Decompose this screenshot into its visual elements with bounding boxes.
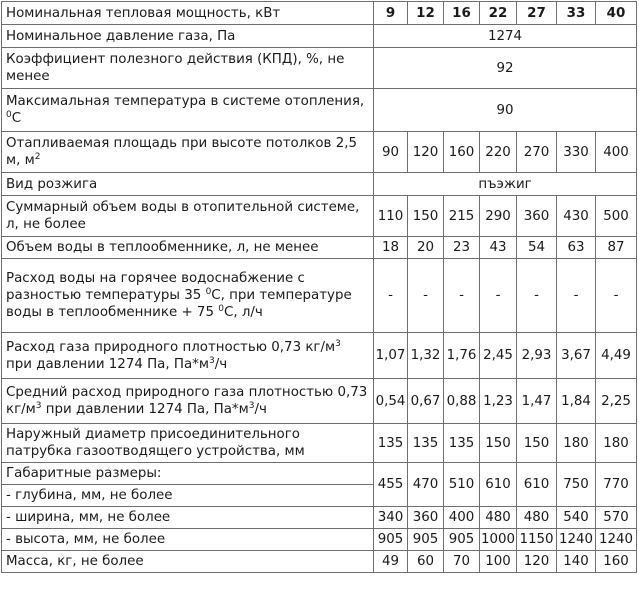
power-33-header: 33	[557, 2, 596, 25]
heated-area-row	[2, 132, 637, 173]
flue-diameter-row	[2, 424, 637, 463]
avg-gas-flow-label-a: Средний расход природного газа плотностью 0,73 кг/м	[6, 385, 368, 417]
efficiency-label: Коэффициент полезного действия (КПД), %, не менее	[2, 48, 374, 89]
depth-cell: 510	[444, 463, 480, 507]
power-12-header: 12	[408, 2, 444, 25]
width-cell: 480	[517, 507, 557, 529]
hot-water-flow-cell: -	[480, 259, 517, 333]
flue-diameter-cell: 150	[480, 424, 517, 463]
height-cell: 1150	[517, 529, 557, 551]
max-temperature-label-main: Максимальная температура в системе отопления,	[6, 94, 365, 109]
gas-flow-natural-sup-b: 3	[208, 355, 215, 366]
flue-diameter-cell: 135	[408, 424, 444, 463]
avg-gas-flow-cell: 0,67	[408, 379, 444, 424]
width-cell: 570	[596, 507, 637, 529]
hot-water-flow-cell: -	[444, 259, 480, 333]
gas-flow-natural-label-c: /ч	[214, 356, 228, 372]
hot-water-flow-row	[2, 259, 637, 333]
max-temperature-label-unit: С	[11, 111, 22, 126]
power-9-header: 9	[374, 2, 408, 25]
gas-flow-natural-cell: 1,32	[408, 333, 444, 379]
flue-diameter-cell: 135	[374, 424, 408, 463]
depth-cell: 470	[408, 463, 444, 507]
mass-row	[2, 551, 637, 573]
avg-gas-flow-cell: 1,84	[557, 379, 596, 424]
width-cell: 540	[557, 507, 596, 529]
max-temperature-label-sup: 0	[6, 110, 12, 120]
water-volume-exchanger-cell: 18	[374, 237, 408, 259]
water-volume-exchanger-cell: 43	[480, 237, 517, 259]
flue-diameter-label: Наружный диаметр присоединительного патрубка газоотводящего устройства, мм	[2, 424, 374, 463]
heated-area-cell: 90	[374, 132, 408, 173]
water-volume-system-row	[2, 196, 637, 237]
heated-area-cell: 120	[408, 132, 444, 173]
water-volume-system-cell: 500	[596, 196, 637, 237]
depth-cell: 610	[480, 463, 517, 507]
max-temperature-value: 90	[374, 89, 637, 132]
water-volume-exchanger-cell: 23	[444, 237, 480, 259]
avg-gas-flow-cell: 0,88	[444, 379, 480, 424]
water-volume-system-label: Суммарный объем воды в отопительной системе, л, не более	[2, 196, 374, 237]
gas-flow-natural-cell: 4,49	[596, 333, 637, 379]
avg-gas-flow-row	[2, 379, 637, 424]
mass-cell: 49	[374, 551, 408, 573]
mass-label: Масса, кг, не более	[2, 551, 374, 573]
hot-water-flow-cell: -	[517, 259, 557, 333]
hot-water-flow-sup-a: 0	[205, 287, 212, 297]
gas-flow-natural-row	[2, 333, 637, 379]
gas-flow-natural-cell: 3,67	[557, 333, 596, 379]
flue-diameter-cell: 180	[596, 424, 637, 463]
height-cell: 1000	[480, 529, 517, 551]
gas-flow-natural-cell: 1,07	[374, 333, 408, 379]
avg-gas-flow-cell: 0,54	[374, 379, 408, 424]
heated-area-cell: 330	[557, 132, 596, 173]
avg-gas-flow-cell: 1,23	[480, 379, 517, 424]
water-volume-system-cell: 150	[408, 196, 444, 237]
heated-area-cell: 160	[444, 132, 480, 173]
hot-water-flow-label-a: Расход воды на горячее водоснабжение с разностью температуры 35	[6, 271, 305, 303]
water-volume-exchanger-row	[2, 237, 637, 259]
flue-diameter-cell: 180	[557, 424, 596, 463]
gas-pressure-value: 1274	[374, 25, 637, 48]
width-cell: 480	[480, 507, 517, 529]
water-volume-system-cell: 110	[374, 196, 408, 237]
heated-area-label-main: Отапливаемая площадь при высоте потолков 2,5 м, м	[6, 136, 358, 168]
dimensions-title-row	[2, 463, 637, 485]
header-label: Номинальная тепловая мощность, кВт	[2, 2, 374, 25]
width-label: - ширина, мм, не более	[2, 507, 374, 529]
depth-label: - глубина, мм, не более	[2, 485, 374, 507]
max-temperature-row	[2, 89, 637, 132]
water-volume-system-cell: 360	[517, 196, 557, 237]
power-27-header: 27	[517, 2, 557, 25]
depth-cell: 455	[374, 463, 408, 507]
height-cell: 1240	[557, 529, 596, 551]
flue-diameter-cell: 150	[517, 424, 557, 463]
heated-area-label	[2, 132, 374, 173]
power-16-header: 16	[444, 2, 480, 25]
specifications-table	[1, 1, 637, 573]
water-volume-exchanger-cell: 63	[557, 237, 596, 259]
depth-cell: 770	[596, 463, 637, 507]
height-cell: 1240	[596, 529, 637, 551]
dimensions-title-label: Габаритные размеры:	[2, 463, 374, 485]
gas-flow-natural-cell: 2,93	[517, 333, 557, 379]
water-volume-exchanger-cell: 87	[596, 237, 637, 259]
avg-gas-flow-sup-b: 3	[248, 401, 255, 411]
power-40-header: 40	[596, 2, 637, 25]
gas-flow-natural-cell: 2,45	[480, 333, 517, 379]
hot-water-flow-cell: -	[408, 259, 444, 333]
water-volume-system-cell: 215	[444, 196, 480, 237]
mass-cell: 100	[480, 551, 517, 573]
height-label: - высота, мм, не более	[2, 529, 374, 551]
depth-cell: 750	[557, 463, 596, 507]
height-cell: 905	[374, 529, 408, 551]
mass-cell: 70	[444, 551, 480, 573]
mass-cell: 60	[408, 551, 444, 573]
gas-flow-natural-label-b: при давлении 1274 Па, Па*м	[6, 356, 209, 372]
gas-pressure-label: Номинальное давление газа, Па	[2, 25, 374, 48]
heated-area-label-sup: 2	[34, 152, 41, 162]
gas-flow-natural-label	[2, 333, 374, 379]
mass-cell: 140	[557, 551, 596, 573]
gas-flow-natural-label-a: Расход газа природного плотностью 0,73 кг/м	[6, 339, 336, 355]
hot-water-flow-label	[2, 259, 374, 333]
width-cell: 340	[374, 507, 408, 529]
heated-area-cell: 220	[480, 132, 517, 173]
ignition-label: Вид розжига	[2, 173, 374, 196]
ignition-row	[2, 173, 637, 196]
water-volume-exchanger-cell: 20	[408, 237, 444, 259]
gas-flow-natural-cell: 1,76	[444, 333, 480, 379]
water-volume-system-cell: 290	[480, 196, 517, 237]
water-volume-exchanger-label: Объем воды в теплообменнике, л, не менее	[2, 237, 374, 259]
heated-area-cell: 400	[596, 132, 637, 173]
ignition-value: пъэжиг	[374, 173, 637, 196]
efficiency-row	[2, 48, 637, 89]
gas-flow-natural-sup-a: 3	[335, 338, 341, 349]
max-temperature-label	[2, 89, 374, 132]
flue-diameter-cell: 135	[444, 424, 480, 463]
water-volume-exchanger-cell: 54	[517, 237, 557, 259]
hot-water-flow-label-b: С, при температуре воды в теплообменнике + 75	[6, 288, 352, 320]
avg-gas-flow-label-b: при давлении 1274 Па, Па*м	[41, 402, 249, 417]
hot-water-flow-sup-b: 0	[218, 304, 224, 314]
avg-gas-flow-cell: 2,25	[596, 379, 637, 424]
width-cell: 400	[444, 507, 480, 529]
mass-cell: 120	[517, 551, 557, 573]
depth-cell: 610	[517, 463, 557, 507]
mass-cell: 160	[596, 551, 637, 573]
height-row	[2, 529, 637, 551]
hot-water-flow-cell: -	[374, 259, 408, 333]
height-cell: 905	[444, 529, 480, 551]
avg-gas-flow-sup-a: 3	[35, 401, 42, 411]
hot-water-flow-cell: -	[596, 259, 637, 333]
width-cell: 360	[408, 507, 444, 529]
avg-gas-flow-label-c: /ч	[254, 402, 267, 417]
gas-pressure-row	[2, 25, 637, 48]
width-row	[2, 507, 637, 529]
height-cell: 905	[408, 529, 444, 551]
power-22-header: 22	[480, 2, 517, 25]
efficiency-value: 92	[374, 48, 637, 89]
avg-gas-flow-cell: 1,47	[517, 379, 557, 424]
water-volume-system-cell: 430	[557, 196, 596, 237]
hot-water-flow-cell: -	[557, 259, 596, 333]
heated-area-cell: 270	[517, 132, 557, 173]
avg-gas-flow-label	[2, 379, 374, 424]
hot-water-flow-label-c: С, л/ч	[223, 305, 263, 320]
header-row	[2, 2, 637, 25]
